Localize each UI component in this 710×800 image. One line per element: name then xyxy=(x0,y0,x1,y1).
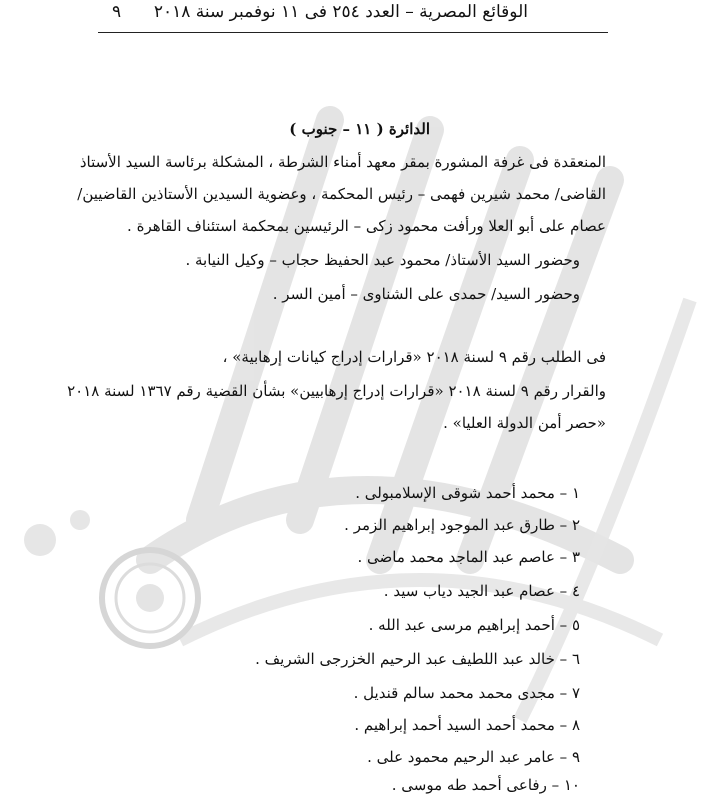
request-line: فى الطلب رقم ٩ لسنة ٢٠١٨ «قرارات إدراج كيانات إرهابية» ، xyxy=(222,348,606,366)
request-line: «حصر أمن الدولة العليا» . xyxy=(443,414,606,432)
list-item: ٨ – محمد أحمد السيد أحمد إبراهيم . xyxy=(354,716,580,734)
list-item: ٢ – طارق عبد الموجود إبراهيم الزمر . xyxy=(344,516,580,534)
session-line: وحضور السيد الأستاذ/ محمود عبد الحفيظ حجاب – وكيل النيابة . xyxy=(185,251,580,269)
session-line: عصام على أبو العلا ورأفت محمود زكى – الرئيسين بمحكمة استئناف القاهرة . xyxy=(127,217,606,235)
request-line: والقرار رقم ٩ لسنة ٢٠١٨ «قرارات إدراج إرهابيين» بشأن القضية رقم ١٣٦٧ لسنة ٢٠١٨ xyxy=(67,382,606,400)
list-item: ١ – محمد أحمد شوقى الإسلامبولى . xyxy=(355,484,580,502)
list-item: ٧ – مجدى محمد محمد سالم قنديل . xyxy=(353,684,580,702)
list-item: ٩ – عامر عبد الرحيم محمود على . xyxy=(367,748,580,766)
session-line: القاضى/ محمد شيرين فهمى – رئيس المحكمة ، وعضوية السيدين الأستاذين القاضيين/ xyxy=(77,185,606,203)
page-number: ٩ xyxy=(112,2,122,22)
gazette-title: الوقائع المصرية – العدد ٢٥٤ فى ١١ نوفمبر سنة ٢٠١٨ xyxy=(153,2,528,22)
session-line: المنعقدة فى غرفة المشورة بمقر معهد أمناء الشرطة ، المشكلة برئاسة السيد الأستاذ xyxy=(79,153,606,171)
list-item: ٦ – خالد عبد اللطيف عبد الرحيم الخزرجى الشريف . xyxy=(255,650,580,668)
list-item: ٥ – أحمد إبراهيم مرسى عبد الله . xyxy=(368,616,580,634)
list-item: ٤ – عصام عبد الجيد دياب سيد . xyxy=(383,582,580,600)
session-line: وحضور السيد/ حمدى على الشناوى – أمين السر . xyxy=(272,285,580,303)
circuit-heading: الدائرة ( ١١ – جنوب ) xyxy=(289,120,430,138)
list-item: ٣ – عاصم عبد الماجد محمد ماضى . xyxy=(357,548,580,566)
list-item: ١٠ – رفاعى أحمد طه موسى . xyxy=(391,776,580,794)
